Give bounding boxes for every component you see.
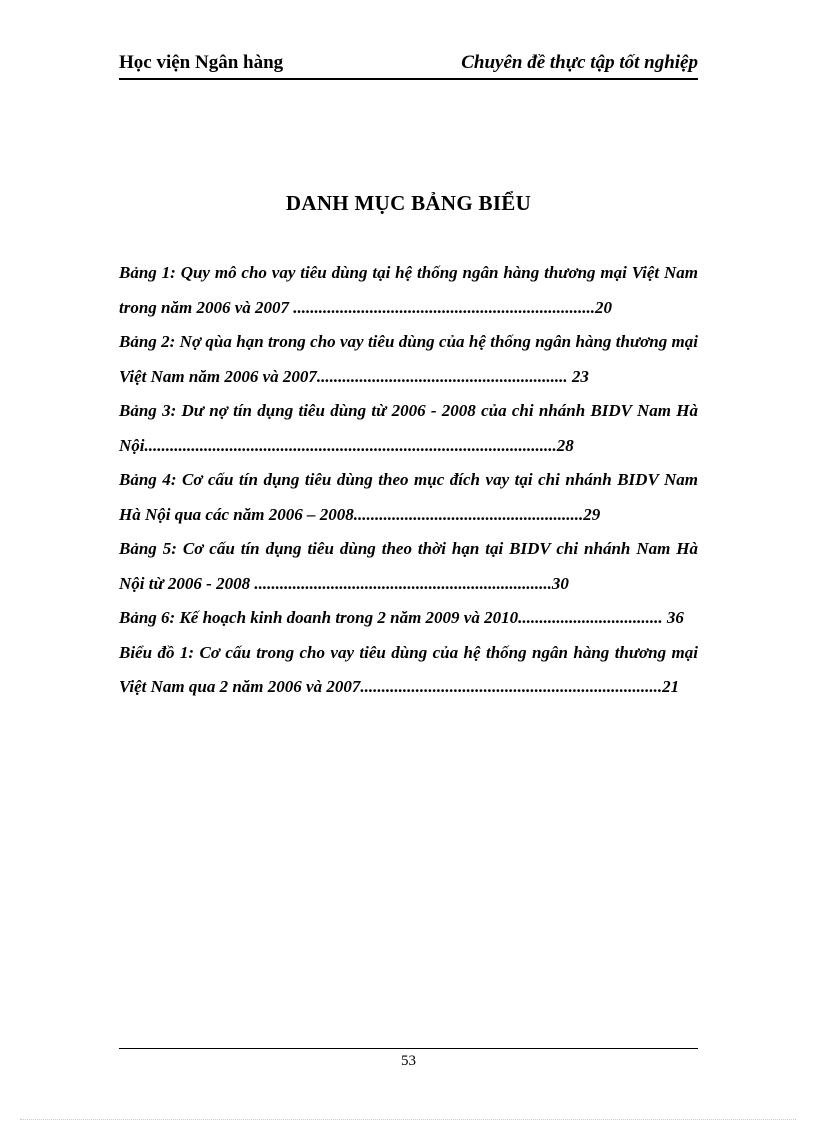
header-document-type: Chuyên đề thực tập tốt nghiệp: [461, 52, 698, 73]
page-title: DANH MỤC BẢNG BIỂU: [285, 191, 532, 215]
page-edge-border: [20, 1119, 796, 1120]
toc-entry-table-2: Bảng 2: Nợ qùa hạn trong cho vay tiêu dùng của hệ thống ngân hàng thương mại Việt Nam năm 2006 và 2007........................................................... 23: [119, 332, 698, 386]
toc-entry-table-5: Bảng 5: Cơ cấu tín dụng tiêu dùng theo thời hạn tại BIDV chi nhánh Nam Hà Nội từ 2006 - 2008 ......................................................................30: [119, 539, 698, 593]
toc-entry-table-4: Bảng 4: Cơ cấu tín dụng tiêu dùng theo mục đích vay tại chi nhánh BIDV Nam Hà Nội qua các năm 2006 – 2008......................................................29: [119, 470, 698, 524]
page-header: [119, 52, 698, 80]
toc-entry-table-6: Bảng 6: Kế hoạch kinh doanh trong 2 năm 2009 và 2010.................................. 36: [119, 608, 684, 627]
toc-entry-chart-1: Biểu đồ 1: Cơ cấu trong cho vay tiêu dùng của hệ thống ngân hàng thương mại Việt Nam qua 2 năm 2006 và 2007.......................................................................21: [119, 642, 698, 696]
header-institution: Học viện Ngân hàng: [119, 52, 284, 73]
table-of-figures: [119, 256, 698, 705]
toc-entry-table-3: Bảng 3: Dư nợ tín dụng tiêu dùng từ 2006 - 2008 của chi nhánh BIDV Nam Hà Nội.................................................................................................28: [119, 401, 698, 455]
toc-entry-table-1: Bảng 1: Quy mô cho vay tiêu dùng tại hệ thống ngân hàng thương mại Việt Nam trong năm 2006 và 2007 .......................................................................20: [119, 263, 698, 317]
page-number: 53: [401, 1053, 416, 1069]
footer-divider: [119, 1048, 698, 1049]
